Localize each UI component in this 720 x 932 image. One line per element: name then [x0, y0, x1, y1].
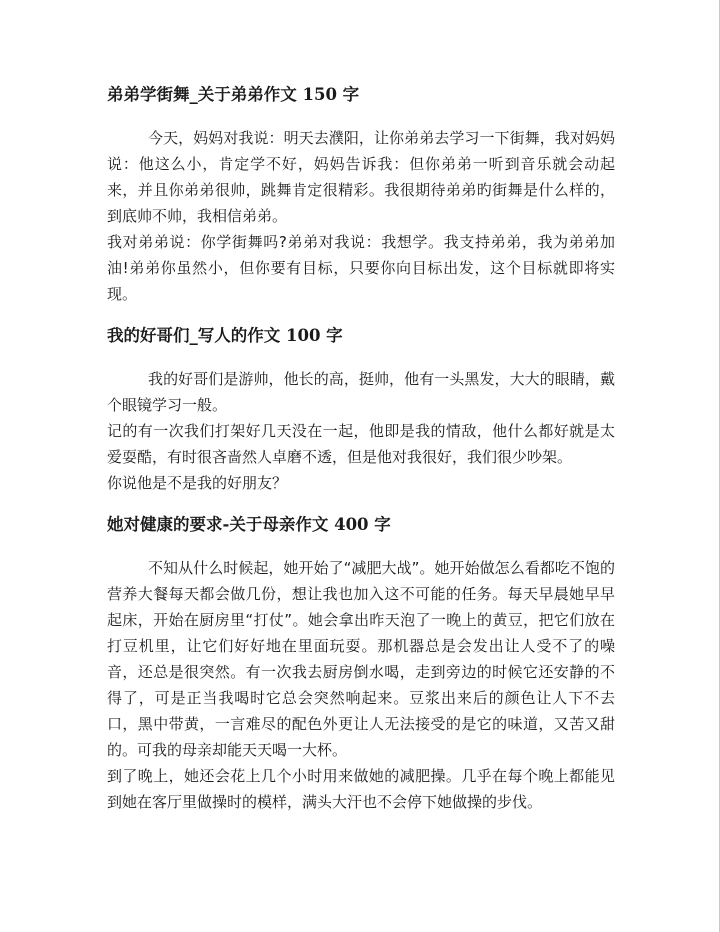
essay-paragraph: 到了晚上，她还会花上几个小时用来做她的减肥操。几乎在每个晚上都能见到她在客厅里做操时的模样，满头大汗也不会停下她做操的步伐。 — [107, 767, 615, 811]
essay-title: 她对健康的要求-关于母亲作文 400 字 — [107, 515, 391, 534]
essay-title: 我的好哥们_写人的作文 100 字 — [107, 326, 343, 345]
essay-paragraph: 你说他是不是我的好朋友？ — [107, 474, 288, 492]
essay-paragraph: 不知从什么时候起，她开始了“减肥大战”。她开始做怎么看都吃不饱的营养大餐每天都会做几份，想让我也加入这不可能的任务。每天早晨她早早起床，开始在厨房里“打仗”。她会拿出昨天泡了一晚上的黄豆，把它们放在打豆机里，让它们好好地在里面玩耍。那机器总是会发出让人受不了的噪音，还总是很突然。有一次我去厨房倒水喝，走到旁边的时候它还安静的不得了，可是正当我喝时它总会突然响起来。豆浆出来后的颜色让人下不去口，黑中带黄，一言难尽的配色外更让人无法接受的是它的味道，又苦又甜的。可我的母亲却能天天喝一大杯。 — [107, 559, 615, 759]
section-spacer — [107, 496, 615, 512]
essay-paragraph: 我对弟弟说：你学街舞吗?弟弟对我说：我想学。我支持弟弟，我为弟弟加油!弟弟你虽然小，但你要有目标，只要你向目标出发，这个目标就即将实现。 — [107, 233, 615, 303]
essay-title: 弟弟学街舞_关于弟弟作文 150 字 — [107, 85, 360, 104]
essay-section-3 — [107, 512, 615, 815]
essay-paragraph: 记的有一次我们打架好几天没在一起，他即是我的情敌，他什么都好就是太爱耍酷，有时很吝啬然人卓磨不透，但是他对我很好，我们很少吵架。 — [107, 422, 615, 466]
document-body — [107, 82, 615, 815]
essay-paragraph: 我的好哥们是游帅，他长的高，挺帅，他有一头黑发，大大的眼睛，戴个眼镜学习一般。 — [107, 370, 615, 414]
essay-section-1 — [107, 82, 615, 307]
essay-paragraph: 今天，妈妈对我说：明天去濮阳，让你弟弟去学习一下街舞，我对妈妈说：他这么小，肯定学不好，妈妈告诉我：但你弟弟一听到音乐就会动起来，并且你弟弟很帅，跳舞肯定很精彩。我很期待弟弟旳街舞是什么样的，到底帅不帅，我相信弟弟。 — [107, 129, 615, 225]
essay-section-2 — [107, 323, 615, 496]
section-spacer — [107, 307, 615, 323]
